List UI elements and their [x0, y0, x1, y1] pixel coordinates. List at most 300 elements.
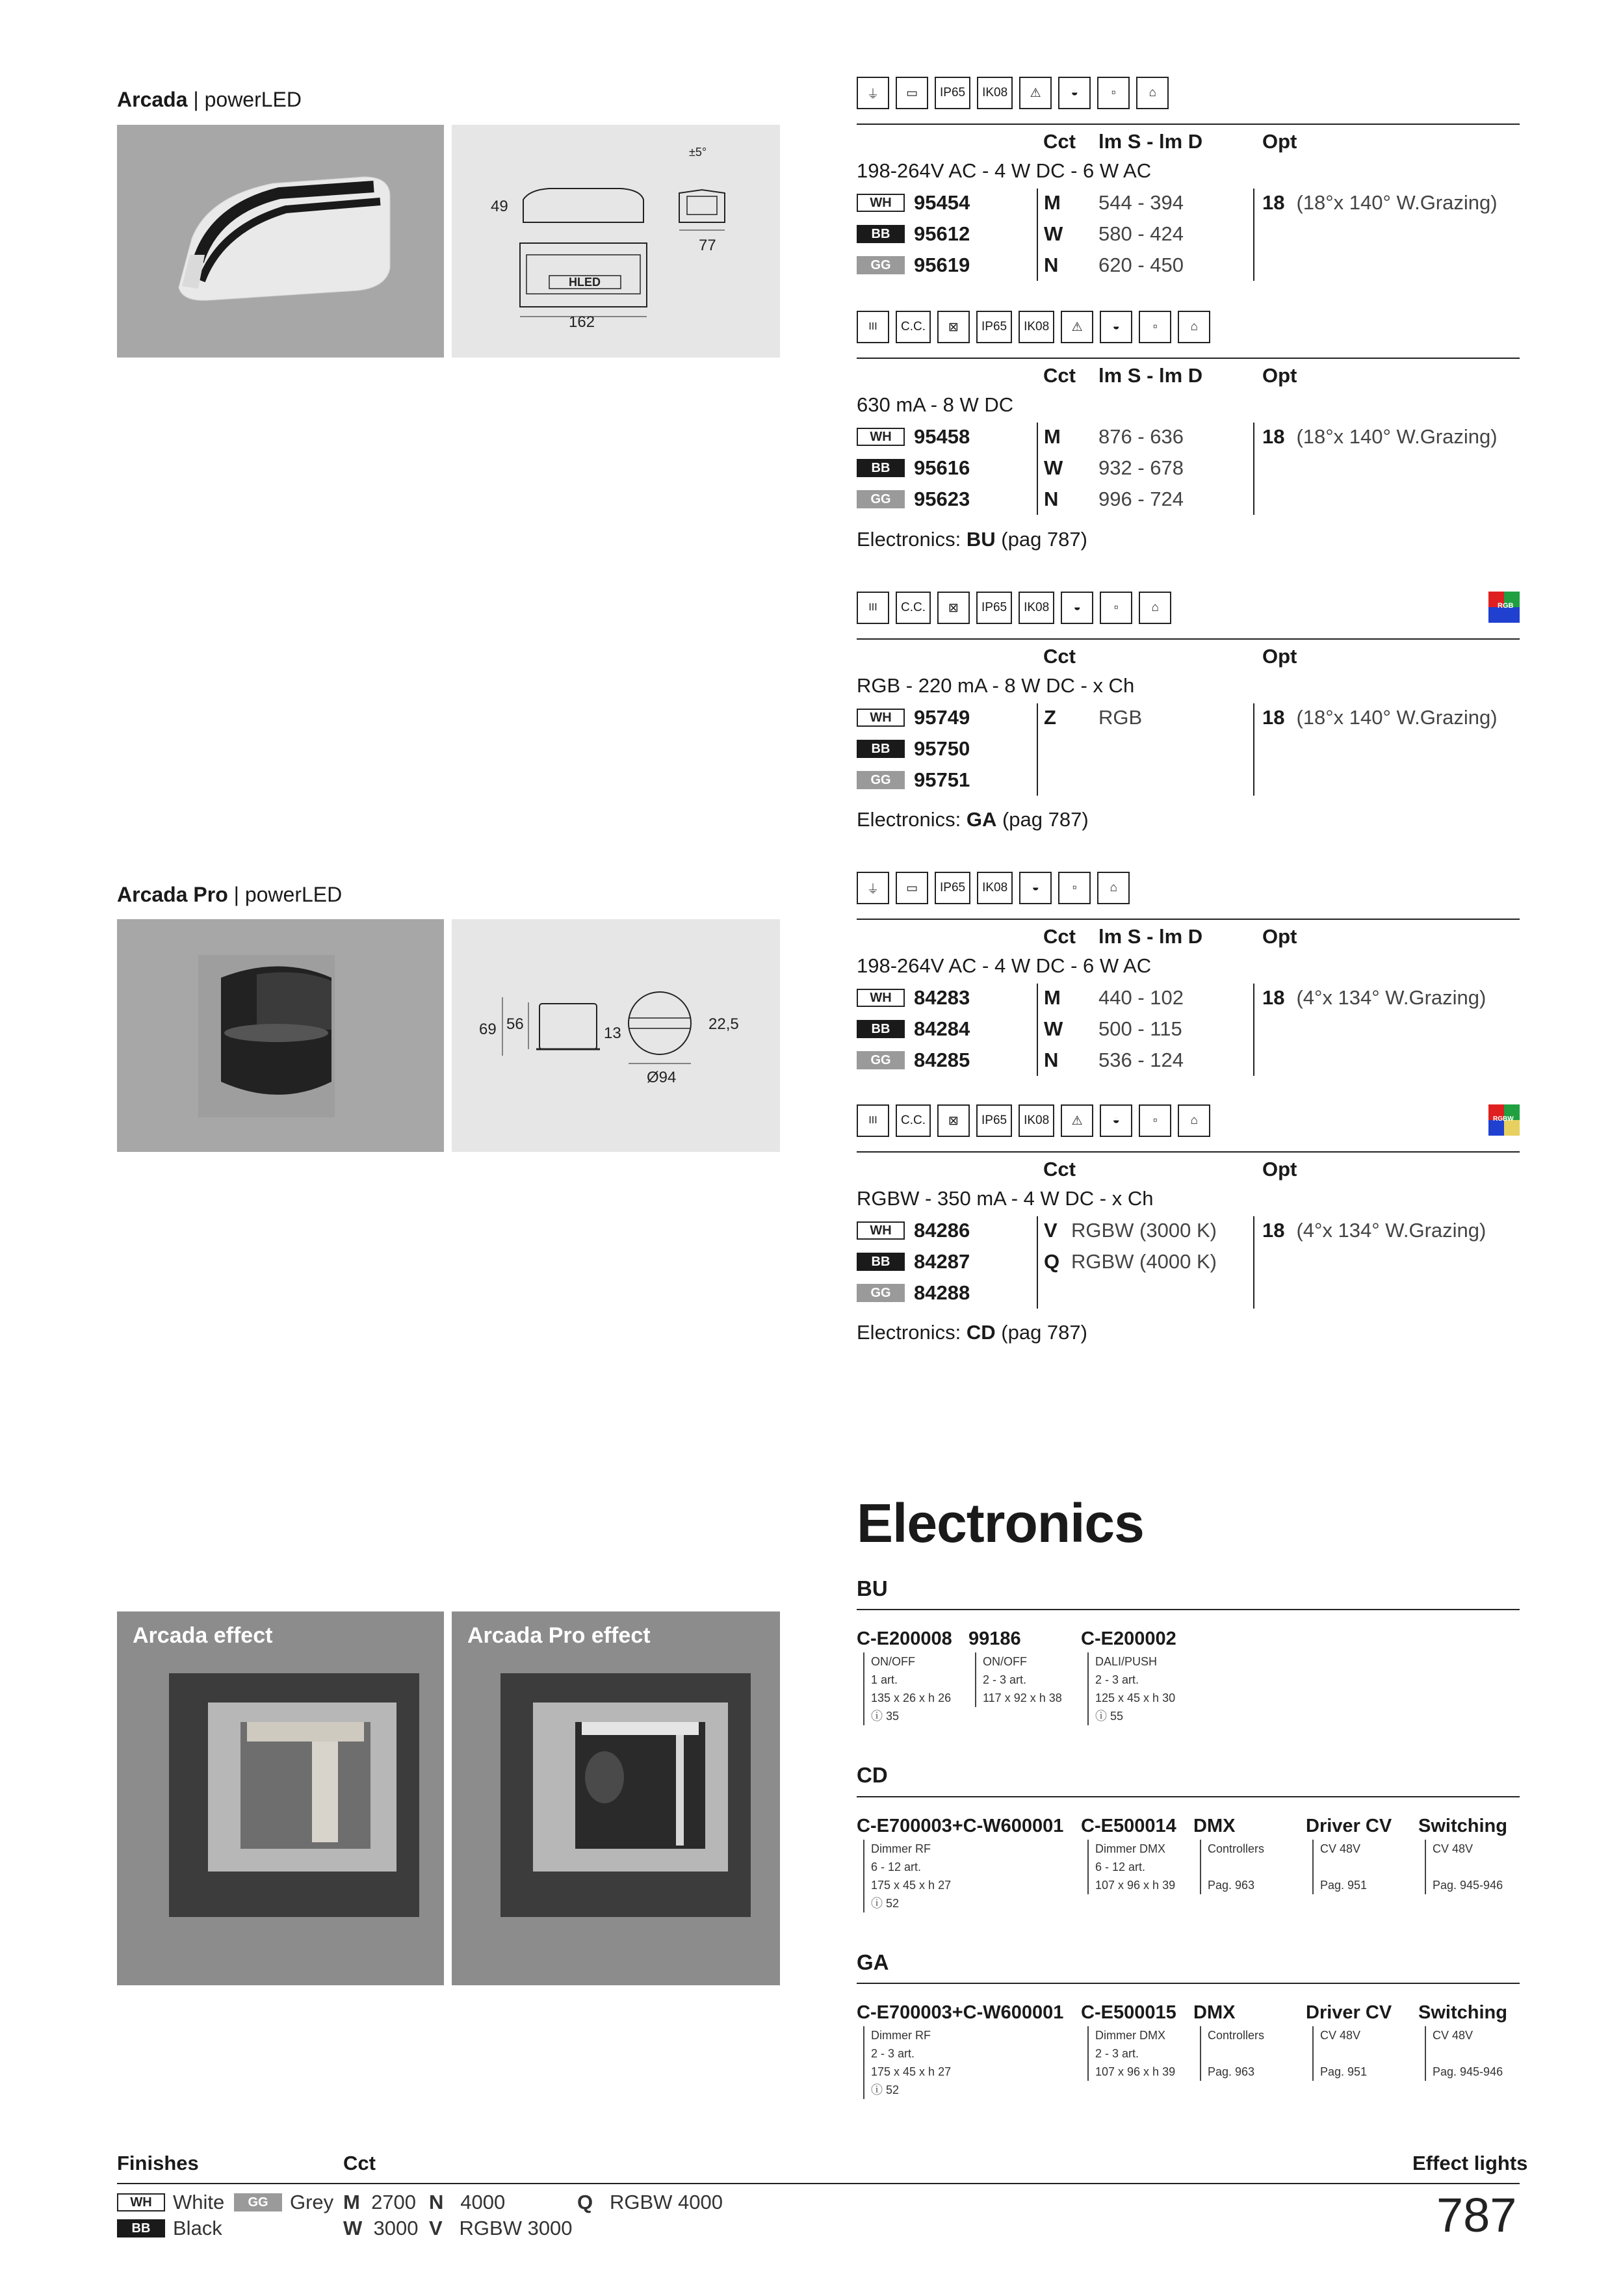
item-line: 2 - 3 art.	[1095, 1673, 1139, 1686]
electronics-code: CD	[966, 1321, 996, 1344]
electronics-item	[1306, 1816, 1392, 1894]
cct-value: V	[1044, 1219, 1058, 1242]
table-row	[857, 1280, 970, 1306]
divider	[857, 1796, 1520, 1797]
table-row	[857, 985, 970, 1011]
optic-number: 18	[1262, 986, 1285, 1009]
item-line: CV 48V	[1320, 2029, 1361, 2042]
item-line: Controllers	[1208, 2029, 1265, 2042]
column-separator	[1253, 984, 1254, 1076]
item-power	[871, 1707, 952, 1725]
lumen-value: 932 - 678	[1098, 456, 1184, 479]
class3-icon: III	[857, 1104, 889, 1137]
color-value: RGBW (3000 K)	[1071, 1219, 1217, 1242]
wall-install-icon: ▫	[1100, 592, 1132, 624]
product-code: 95619	[914, 254, 970, 276]
rgb-label: RGB	[1498, 602, 1514, 610]
finish-badge: BB	[857, 740, 905, 758]
wall-install-icon: ▫	[1139, 311, 1171, 343]
footer-divider	[117, 2183, 1520, 2184]
item-details	[1200, 2026, 1264, 2081]
outdoor-icon: ⌂	[1139, 592, 1171, 624]
electronics-item	[1081, 1628, 1176, 1725]
effect-label: Arcada effect	[133, 1623, 273, 1648]
item-title: DMX	[1193, 1816, 1236, 1836]
finish-badge: WH	[857, 709, 905, 727]
cct-value: M	[1044, 191, 1061, 214]
product-subtitle: powerLED	[244, 883, 343, 906]
cct-value: M	[1044, 425, 1061, 448]
item-details	[1087, 1652, 1176, 1725]
item-line: CV 48V	[1433, 2029, 1474, 2042]
power-icon: ⓘ	[871, 1710, 883, 1723]
item-power	[1095, 1707, 1176, 1725]
item-line-blank	[1433, 2044, 1507, 2063]
item-details	[1200, 1840, 1264, 1894]
col-header-optic: Opt	[1262, 1158, 1297, 1181]
product-code: 84286	[914, 1219, 970, 1242]
section-cd: CD	[857, 1763, 888, 1787]
item-title: Switching	[1418, 2002, 1507, 2023]
item-title: C-E700003+C-W600001	[857, 1816, 1064, 1836]
electronics-ref	[857, 528, 1087, 551]
ip-rating-icon: IP65	[935, 872, 970, 904]
page-number: 787	[1436, 2188, 1517, 2242]
constant-current-icon: C.C.	[896, 311, 931, 343]
optic-number: 18	[1262, 425, 1285, 448]
electronics-page: (pag 787)	[1002, 808, 1089, 831]
table-row	[857, 190, 970, 216]
light-emission-icon: ◒	[1061, 592, 1093, 624]
product-code: 84285	[914, 1049, 970, 1071]
finish-badge: GG	[857, 1284, 905, 1302]
color-value: RGBW (4000 K)	[1071, 1250, 1217, 1273]
item-line-blank	[1208, 1858, 1264, 1876]
cct-legend-w	[343, 2217, 418, 2240]
optic-value	[1262, 986, 1486, 1010]
item-power	[871, 1894, 1063, 1912]
power-icon: ⓘ	[871, 1897, 883, 1910]
item-details	[1312, 1840, 1392, 1894]
ik-rating-icon: IK08	[1019, 592, 1054, 624]
item-line: 1 art.	[871, 1673, 898, 1686]
item-title: Driver CV	[1306, 2002, 1392, 2023]
supply-spec: 630 mA - 8 W DC	[857, 393, 1014, 416]
table-row	[857, 455, 970, 481]
product-code: 84284	[914, 1017, 970, 1040]
finish-badge: GG	[857, 256, 905, 274]
column-separator	[1253, 703, 1254, 796]
product-code: 95623	[914, 488, 970, 510]
ik-rating-icon: IK08	[977, 872, 1013, 904]
electronics-title: Electronics	[857, 1493, 1144, 1554]
power-value: 35	[886, 1710, 900, 1723]
product-code: 84283	[914, 986, 970, 1009]
item-line: 175 x 45 x h 27	[871, 2065, 952, 2078]
item-line: Pag. 963	[1208, 2065, 1255, 2078]
optic-value	[1262, 191, 1498, 215]
item-line: 6 - 12 art.	[1095, 1860, 1146, 1873]
supply-spec: 198-264V AC - 4 W DC - 6 W AC	[857, 159, 1152, 182]
finish-badge: BB	[857, 459, 905, 477]
supply-spec: RGB - 220 mA - 8 W DC - x Ch	[857, 674, 1135, 697]
footer-effect-label: Effect lights	[1412, 2152, 1528, 2174]
item-details	[863, 2026, 1063, 2099]
item-line: 125 x 45 x h 30	[1095, 1691, 1176, 1704]
electronics-item	[857, 1628, 952, 1725]
column-separator	[1253, 189, 1254, 281]
column-separator	[1253, 423, 1254, 515]
effect-label: Arcada Pro effect	[467, 1623, 651, 1648]
table-row	[857, 767, 970, 793]
item-line: 117 x 92 x h 38	[983, 1691, 1062, 1704]
item-details	[1087, 1840, 1176, 1894]
item-title: Driver CV	[1306, 1816, 1392, 1836]
item-power	[871, 2081, 1063, 2099]
col-header-lumen: lm S - lm D	[1098, 364, 1203, 387]
optic-desc: (4°x 134° W.Grazing)	[1296, 1219, 1487, 1242]
finish-badge: WH	[857, 428, 905, 446]
table-row	[857, 705, 970, 731]
no-cover-icon: ⊠	[937, 592, 970, 624]
cct-legend-m	[343, 2191, 416, 2214]
col-header-cct: Cct	[1043, 645, 1076, 668]
col-header-optic: Opt	[1262, 925, 1297, 948]
cct-code: W	[343, 2217, 363, 2239]
high-temp-icon: ⚠	[1061, 1104, 1093, 1137]
table-row	[857, 1218, 970, 1244]
item-title: C-E500015	[1081, 2002, 1176, 2023]
electronics-prefix: Electronics:	[857, 808, 961, 831]
product-name: Arcada	[117, 88, 188, 111]
col-header-optic: Opt	[1262, 645, 1297, 668]
electronics-item	[857, 1816, 1063, 1912]
finish-badge: WH	[857, 989, 905, 1007]
optic-value	[1262, 425, 1498, 449]
cct-code: V	[429, 2217, 443, 2239]
power-value: 52	[886, 2083, 900, 2096]
cct-value: 3000	[373, 2217, 419, 2239]
product-code: 95454	[914, 191, 970, 214]
item-line: 135 x 26 x h 26	[871, 1691, 952, 1704]
cct-code: N	[429, 2191, 444, 2213]
optic-value	[1262, 706, 1498, 729]
arcada-technical-drawing	[452, 125, 780, 358]
item-line: 6 - 12 art.	[871, 1860, 922, 1873]
electronics-item	[1081, 1816, 1176, 1894]
finish-badge: GG	[857, 771, 905, 789]
col-header-cct: Cct	[1043, 1158, 1076, 1181]
finish-badge: WH	[857, 1221, 905, 1240]
light-emission-icon: ◒	[1100, 1104, 1132, 1137]
column-separator	[1037, 984, 1038, 1076]
surface-mount-icon: ▭	[896, 872, 928, 904]
electronics-item	[1306, 2002, 1392, 2081]
icon-row-3	[857, 590, 1171, 625]
lumen-value: 536 - 124	[1098, 1049, 1184, 1071]
section-ga: GA	[857, 1950, 889, 1974]
finish-badge: WH	[857, 194, 905, 212]
item-line: Dimmer RF	[871, 2029, 931, 2042]
optic-desc: (18°x 140° W.Grazing)	[1296, 706, 1498, 729]
finish-badge: BB	[857, 1253, 905, 1271]
electronics-item	[857, 2002, 1063, 2099]
item-title: C-E200002	[1081, 1628, 1176, 1649]
light-emission-icon: ◒	[1058, 77, 1091, 109]
table-row	[857, 252, 970, 278]
lumen-value: 580 - 424	[1098, 222, 1184, 245]
power-value: 55	[1110, 1710, 1124, 1723]
item-details	[975, 1652, 1062, 1707]
cct-value: W	[1044, 1017, 1063, 1040]
outdoor-icon: ⌂	[1136, 77, 1169, 109]
item-line: Pag. 951	[1320, 2065, 1368, 2078]
electronics-item	[1081, 2002, 1176, 2081]
item-line: CV 48V	[1320, 1842, 1361, 1855]
dim-width: 162	[569, 313, 595, 331]
high-temp-icon: ⚠	[1061, 311, 1093, 343]
ip-rating-icon: IP65	[976, 311, 1012, 343]
electronics-prefix: Electronics:	[857, 528, 961, 551]
cct-value: W	[1044, 456, 1063, 479]
finish-grey	[234, 2191, 333, 2214]
ik-rating-icon: IK08	[1019, 311, 1054, 343]
arcada-pro-effect-photo	[452, 1611, 780, 1985]
dim-height-body: 56	[506, 1015, 524, 1033]
lumen-value: 620 - 450	[1098, 254, 1184, 276]
item-line: 2 - 3 art.	[871, 2047, 915, 2060]
col-header-cct: Cct	[1043, 130, 1076, 153]
electronics-item	[968, 1628, 1062, 1707]
item-details	[1312, 2026, 1392, 2081]
table-row	[857, 1047, 970, 1073]
dim-slot: 22,5	[708, 1015, 739, 1033]
optic-number: 18	[1262, 191, 1285, 214]
cct-value: Q	[1044, 1250, 1060, 1273]
cct-value: N	[1044, 1049, 1059, 1071]
product-code: 95749	[914, 706, 970, 729]
icon-row-5	[857, 1103, 1210, 1138]
cct-value: N	[1044, 488, 1059, 510]
lumen-value: 440 - 102	[1098, 986, 1184, 1009]
arcada-pro-product-photo	[117, 919, 444, 1152]
dim-depth: 13	[604, 1024, 621, 1042]
column-separator	[1037, 189, 1038, 281]
item-line-blank	[1208, 2044, 1264, 2063]
icon-row-1	[857, 75, 1169, 111]
product-code: 95616	[914, 456, 970, 479]
cct-legend-q	[577, 2191, 723, 2214]
ip-rating-icon: IP65	[935, 77, 970, 109]
electronics-page: (pag 787)	[1001, 528, 1087, 551]
item-line: Dimmer RF	[871, 1842, 931, 1855]
cct-legend-v	[429, 2217, 573, 2240]
finish-name: White	[173, 2191, 225, 2213]
electronics-item	[1193, 1816, 1264, 1894]
item-line: Controllers	[1208, 1842, 1265, 1855]
dim-height-total: 69	[479, 1021, 497, 1038]
divider	[857, 124, 1520, 125]
divider	[857, 1609, 1520, 1610]
cct-value: W	[1044, 222, 1063, 245]
finish-name: Black	[173, 2217, 222, 2239]
optic-number: 18	[1262, 706, 1285, 729]
electronics-ref	[857, 808, 1089, 831]
col-header-optic: Opt	[1262, 130, 1297, 153]
finish-badge: GG	[857, 490, 905, 508]
electronics-page: (pag 787)	[1001, 1321, 1087, 1344]
surface-mount-icon: ▭	[896, 77, 928, 109]
high-temp-icon: ⚠	[1019, 77, 1052, 109]
item-line-blank	[1320, 1858, 1392, 1876]
table-row	[857, 221, 970, 247]
light-emission-icon: ◒	[1100, 311, 1132, 343]
product-code: 84287	[914, 1250, 970, 1273]
arcada-pro-technical-drawing	[452, 919, 780, 1152]
light-emission-icon: ◒	[1019, 872, 1052, 904]
cct-value: 4000	[460, 2191, 506, 2213]
wall-install-icon: ▫	[1058, 872, 1091, 904]
product-code: 95750	[914, 737, 970, 760]
electronics-item	[1418, 1816, 1507, 1894]
ik-rating-icon: IK08	[1019, 1104, 1054, 1137]
cct-code: Q	[577, 2191, 593, 2213]
cct-value: Z	[1044, 706, 1056, 729]
arcada-product-photo	[117, 125, 444, 358]
footer-cct-label: Cct	[343, 2152, 376, 2174]
item-line: Pag. 963	[1208, 1879, 1255, 1892]
divider	[857, 1983, 1520, 1984]
item-line: CV 48V	[1433, 1842, 1474, 1855]
item-line-blank	[1433, 1858, 1507, 1876]
finish-name: Grey	[290, 2191, 334, 2213]
electronics-code: GA	[966, 808, 997, 831]
item-details	[1425, 2026, 1507, 2081]
power-icon: ⓘ	[1095, 1710, 1107, 1723]
finish-badge: WH	[117, 2193, 165, 2211]
item-details	[863, 1652, 952, 1725]
power-value: 52	[886, 1897, 900, 1910]
class3-icon: III	[857, 592, 889, 624]
finish-black	[117, 2217, 222, 2240]
item-line: Pag. 945-946	[1433, 2065, 1503, 2078]
item-title: Switching	[1418, 1816, 1507, 1836]
earth-icon: ⏚	[857, 77, 889, 109]
table-row	[857, 1249, 970, 1275]
item-line: Pag. 951	[1320, 1879, 1368, 1892]
column-separator	[1037, 703, 1038, 796]
table-row	[857, 424, 970, 450]
supply-spec: 198-264V AC - 4 W DC - 6 W AC	[857, 954, 1152, 977]
product-code: 95458	[914, 425, 970, 448]
constant-current-icon: C.C.	[896, 592, 931, 624]
electronics-item	[1418, 2002, 1507, 2081]
no-cover-icon: ⊠	[937, 1104, 970, 1137]
electronics-code: BU	[966, 528, 996, 551]
ik-rating-icon: IK08	[977, 77, 1013, 109]
table-row	[857, 486, 970, 512]
ip-rating-icon: IP65	[976, 592, 1012, 624]
item-line: 175 x 45 x h 27	[871, 1879, 952, 1892]
optic-number: 18	[1262, 1219, 1285, 1242]
divider	[857, 358, 1520, 359]
column-separator	[1037, 1216, 1038, 1309]
optic-desc: (18°x 140° W.Grazing)	[1296, 425, 1498, 448]
item-title: 99186	[968, 1628, 1021, 1649]
item-line: ON/OFF	[983, 1655, 1027, 1668]
item-line: Dimmer DMX	[1095, 1842, 1165, 1855]
product-title-arcada: Arcada | powerLED	[117, 88, 302, 111]
table-row	[857, 736, 970, 762]
wall-install-icon: ▫	[1139, 1104, 1171, 1137]
optic-value	[1262, 1219, 1486, 1242]
finish-badge: BB	[857, 1020, 905, 1038]
lumen-value: 544 - 394	[1098, 191, 1184, 214]
product-code: 84288	[914, 1281, 970, 1304]
divider	[857, 1151, 1520, 1153]
col-header-cct: Cct	[1043, 364, 1076, 387]
item-line: DALI/PUSH	[1095, 1655, 1158, 1668]
item-title: DMX	[1193, 2002, 1236, 2023]
brand-mark: HLED	[569, 276, 601, 289]
item-title: C-E700003+C-W600001	[857, 2002, 1064, 2023]
item-line: 107 x 96 x h 39	[1095, 1879, 1176, 1892]
item-line: 107 x 96 x h 39	[1095, 2065, 1176, 2078]
column-separator	[1037, 423, 1038, 515]
footer-finishes-label: Finishes	[117, 2152, 199, 2174]
col-header-lumen: lm S - lm D	[1098, 925, 1203, 948]
lumen-value: 500 - 115	[1098, 1017, 1182, 1040]
electronics-item	[1193, 2002, 1264, 2081]
finish-white	[117, 2191, 224, 2214]
col-header-cct: Cct	[1043, 925, 1076, 948]
lumen-value: 996 - 724	[1098, 488, 1184, 510]
outdoor-icon: ⌂	[1097, 872, 1130, 904]
rgb-icon	[1488, 592, 1520, 623]
outdoor-icon: ⌂	[1178, 311, 1210, 343]
icon-row-2	[857, 309, 1210, 345]
color-value: RGB	[1098, 706, 1143, 729]
icon-row-4	[857, 870, 1130, 906]
rgbw-icon	[1488, 1104, 1520, 1136]
electronics-prefix: Electronics:	[857, 1321, 961, 1344]
finish-badge: BB	[857, 225, 905, 243]
item-line: ON/OFF	[871, 1655, 915, 1668]
item-line-blank	[1320, 2044, 1392, 2063]
dim-diameter: Ø94	[647, 1069, 677, 1086]
dim-depth: 77	[699, 237, 716, 254]
product-code: 95612	[914, 222, 970, 245]
cct-value: M	[1044, 986, 1061, 1009]
lumen-value: 876 - 636	[1098, 425, 1184, 448]
cct-code: M	[343, 2191, 360, 2213]
optic-desc: (4°x 134° W.Grazing)	[1296, 986, 1487, 1009]
item-line: Pag. 945-946	[1433, 1879, 1503, 1892]
column-separator	[1253, 1216, 1254, 1309]
optic-desc: (18°x 140° W.Grazing)	[1296, 191, 1498, 214]
item-details	[863, 1840, 1063, 1912]
item-title: C-E200008	[857, 1628, 952, 1649]
finish-badge: GG	[857, 1051, 905, 1069]
product-name: Arcada Pro	[117, 883, 228, 906]
item-details	[1425, 1840, 1507, 1894]
product-subtitle: powerLED	[204, 88, 302, 111]
finish-badge: GG	[234, 2193, 282, 2211]
finish-badge: BB	[117, 2219, 165, 2237]
dim-height: 49	[491, 198, 508, 215]
no-cover-icon: ⊠	[937, 311, 970, 343]
cct-legend-n	[429, 2191, 505, 2214]
